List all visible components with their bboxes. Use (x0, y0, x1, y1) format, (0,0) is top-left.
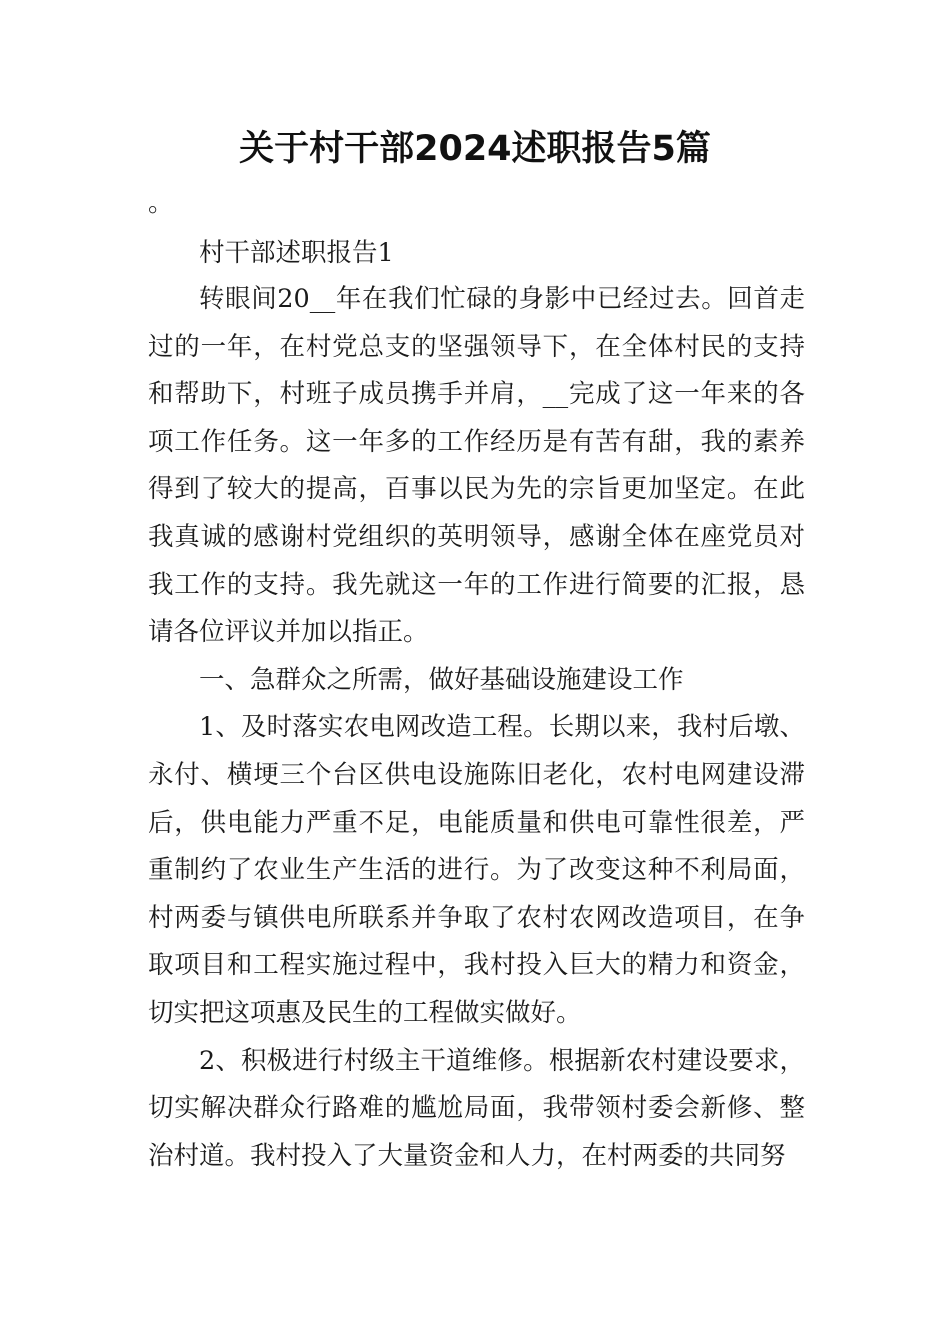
section-heading-report-1: 村干部述职报告1 (199, 238, 394, 268)
paragraph-road-repair: 2、积极进行村级主干道维修。根据新农村建设要求，切实解决群众行路难的尴尬局面，我带领村委会新修、整治村道。我村投入了大量资金和人力，在村两委的共同努 (148, 1045, 805, 1171)
document-title: 关于村干部2024述职报告5篇 (239, 129, 711, 169)
leading-punctuation: 。 (148, 188, 174, 218)
document-body (148, 176, 805, 1180)
section-heading-infrastructure: 一、急群众之所需，做好基础设施建设工作 (199, 664, 684, 695)
paragraph-intro: 转眼间20__年在我们忙碌的身影中已经过去。回首走过的一年，在村党总支的坚强领导下，在全体村民的支持和帮助下，村班子成员携手并肩，__完成了这一年来的各项工作任务。这一年多的工作经历是有苦有甜，我的素养得到了较大的提高，百事以民为先的宗旨更加坚定。在此我真诚的感谢村党组织的英明领导，感谢全体在座党员对我工作的支持。我先就这一年的工作进行简要的汇报，恳请各位评议并加以指正。 (148, 284, 805, 648)
paragraph-power-grid: 1、及时落实农电网改造工程。长期以来，我村后墩、永付、横埂三个台区供电设施陈旧老化，农村电网建设滞后，供电能力严重不足，电能质量和供电可靠性很差，严重制约了农业生产生活的进行。为了改变这种不利局面，村两委与镇供电所联系并争取了农村农网改造项目，在争取项目和工程实施过程中，我村投入巨大的精力和资金，切实把这项惠及民生的工程做实做好。 (148, 712, 805, 1028)
